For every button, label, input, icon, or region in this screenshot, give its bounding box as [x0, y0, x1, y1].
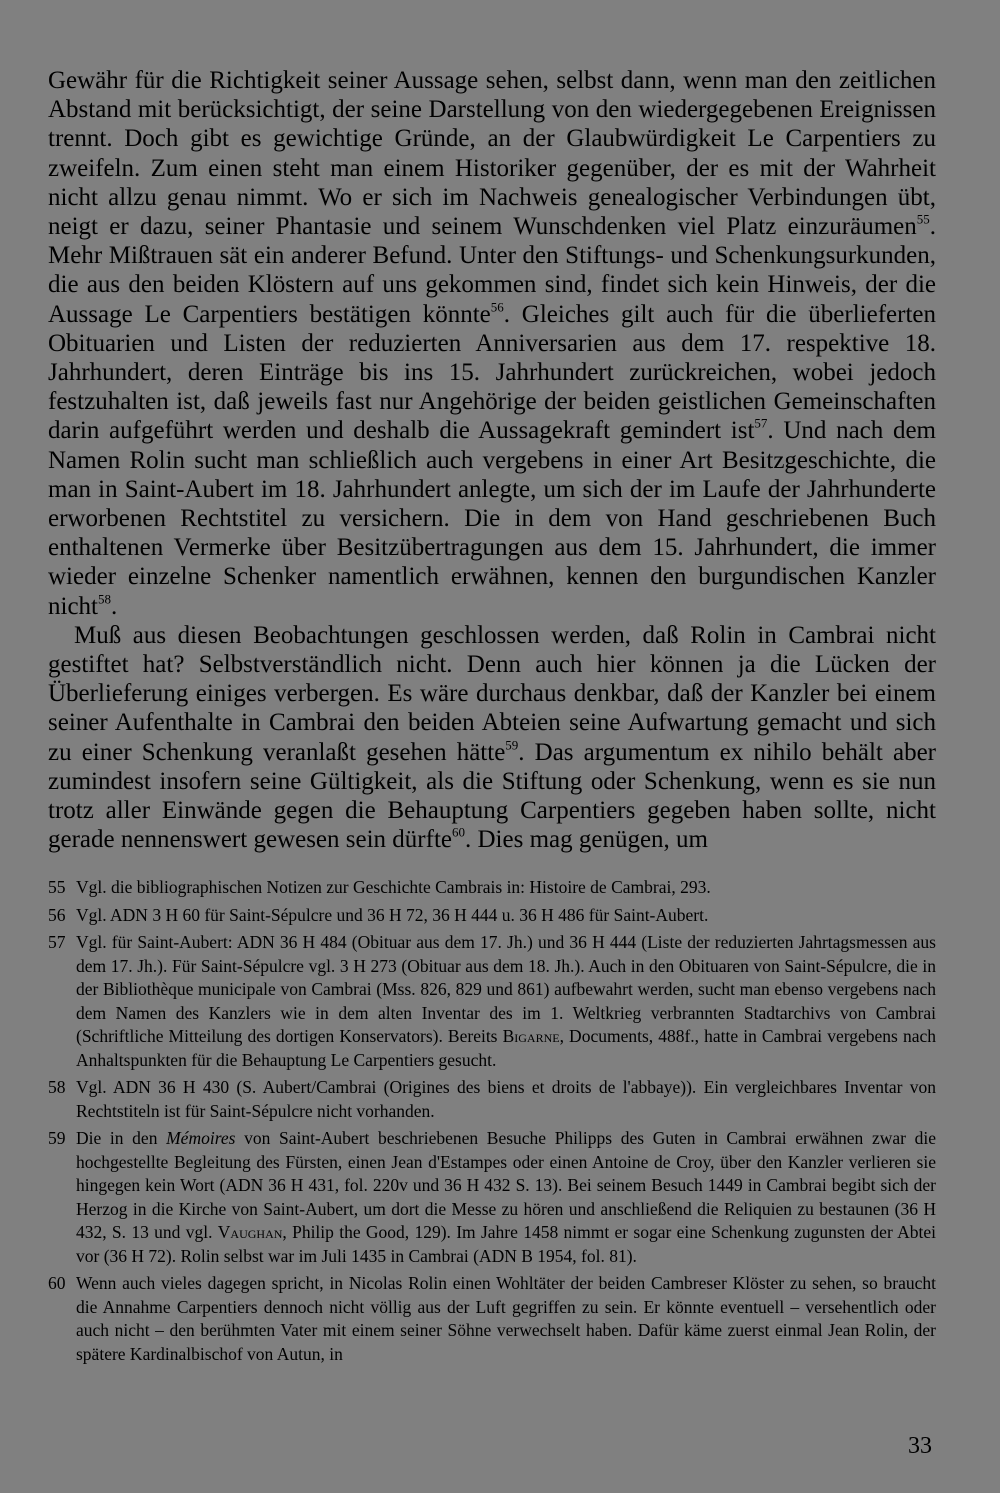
footnote-number: 60 [48, 1273, 66, 1293]
text-segment: . [111, 592, 118, 620]
footnote-text: Vgl. ADN 3 H 60 für Saint-Sépulcre und 36 H 72, 36 H 444 u. 36 H 486 für Saint-Aubert. [76, 904, 709, 925]
paragraph-1 [48, 66, 936, 621]
text-segment: Muß aus diesen Beobachtungen geschlossen werden, daß Rolin in Cambrai nicht gestiftet hat? Selbstverständlich nicht. Denn auch hier können ja die Lücken der Überlieferung einiges verbergen. Es wäre durchaus denkbar, daß der Kanzler bei einem seiner Aufenthalte in Cambrai den beiden Abteien seine Aufwartung gemacht und sich zu einer Schenkung veranlaßt gesehen hätte [48, 621, 936, 766]
footnote-number: 58 [48, 1077, 66, 1097]
footnote-number: 57 [48, 932, 66, 952]
footnote-text: Vgl. die bibliographischen Notizen zur Geschichte Cambrais in: Histoire de Cambrai, 293. [76, 877, 711, 897]
footnote-number: 55 [48, 877, 66, 897]
text-segment: . Dies mag genügen, um [465, 826, 709, 854]
footnote-number: 59 [48, 1128, 66, 1148]
text-segment: , Philip the Good, 129). Im Jahre 1458 nimmt er sogar eine Schenkung zugunsten der Abtei vor (36 H 72). Rolin selbst war im Juli 1435 in Cambrai (ADN B 1954, fol. 81). [76, 1222, 936, 1266]
text-segment: . Mehr Mißtrauen sät ein anderer Befund. Unter den Stiftungs- und Schenkungsurkunden, die aus den beiden Klöstern auf uns gekommen sind, findet sich kein Hinweis, der die Aussage Le Carpentiers bestätigen könnte [48, 213, 936, 328]
text-segment: . Gleiches gilt auch für die überlieferten Obituarien und Listen der reduzierten Anniversarien aus dem 17. respektive 18. Jahrhundert, deren Einträge bis ins 15. Jahrhundert zurückreichen, wobei jedoch festzuhalten ist, daß jeweils fast nur Angehörige der beiden geistlichen Gemeinschaften darin aufgeführt werden und deshalb die Aussagekraft gemindert ist [48, 300, 936, 445]
text-segment: . Das argumentum ex nihilo behält aber zumindest insofern seine Gültigkeit, als die Stiftung oder Schenkung, wenn es sie nun trotz aller Einwände gegen die Behauptung Carpentiers gegeben haben sollte, nicht gerade nennenswert gewesen sein dürfte [48, 738, 936, 854]
footnote-text: Wenn auch vieles dagegen spricht, in Nicolas Rolin einen Wohltäter der beiden Cambreser Klöster zu sehen, so braucht die Annahme Carpentiers dennoch nicht völlig aus der Luft gegriffen zu sein. Er könnte eventuell – versehentlich oder auch nicht – den berühmten Vater mit einem seiner Söhne verwechselt haben. Dafür käme zuerst einmal Jean Rolin, der spätere Kardinalbischof von Autun, in [76, 1273, 936, 1364]
footnote-ref-59[interactable]: 59 [505, 737, 519, 753]
footnote-ref-60[interactable]: 60 [452, 824, 465, 840]
footnote-57 [48, 931, 936, 1072]
footnote-60 [48, 1272, 936, 1366]
author-name: Bigarne [502, 1026, 560, 1046]
page-number: 33 [908, 1433, 932, 1459]
footnote-text [76, 1127, 936, 1268]
footnote-text [76, 931, 936, 1072]
text-segment: Vgl. für Saint-Aubert: ADN 36 H 484 (Obituar aus dem 17. Jh.) und 36 H 444 (Liste der reduzierten Jahrtagsmessen aus dem 17. Jh.). Für Saint-Sépulcre vgl. 3 H 273 (Obituar aus dem 18. Jh.). Auch in den Obituaren von Saint-Sépulcre, die in der Bibliothèque municipale von Cambrai (Mss. 826, 829 und 861) aufbewahrt werden, sucht man ebenso vergebens nach dem Namen des Kanzlers wie in dem alten Inventar des im 1. Weltkrieg verbrannten Stadtarchivs von Cambrai (Schriftliche Mitteilung des dortigen Konservators). Bereits [76, 932, 936, 1046]
italic-title: Mémoires [166, 1128, 236, 1148]
footnote-58 [48, 1076, 936, 1123]
footnote-text: Vgl. ADN 36 H 430 (S. Aubert/Cambrai (Origines des biens et droits de l'abbaye)). Ein vergleichbares Inventar von Rechtstiteln ist für Saint-Sépulcre nicht vorhanden. [76, 1077, 936, 1121]
footnote-56 [48, 904, 936, 928]
paragraph-2 [48, 621, 936, 855]
text-segment: Gewähr für die Richtigkeit seiner Aussage sehen, selbst dann, wenn man den zeitlichen Abstand mit berücksichtigt, der seine Darstellung von den wiedergegebenen Ereignissen trennt. Doch gibt es gewichtige Gründe, an der Glaubwürdigkeit Le Carpentiers zu zweifeln. Zum einen steht man einem Historiker gegenüber, der es mit der Wahrheit nicht allzu genau nimmt. Wo er sich im Nachweis genealogischer Verbindungen übt, neigt er dazu, seiner Phantasie und seinem Wunschdenken viel Platz einzuräumen [48, 67, 936, 241]
author-name: Vaughan [217, 1222, 283, 1242]
text-segment: von Saint-Aubert beschriebenen Besuche Philipps des Guten in Cambrai erwähnen zwar die hochgestellte Begleitung des Fürsten, einen Jean d'Estampes oder einen Antoine de Croy, über den Kanzler verlieren sie hingegen kein Wort (ADN 36 H 431, fol. 220v und 36 H 432 S. 13). Bei seinem Besuch 1449 in Cambrai begibt sich der Herzog in die Kirche von Saint-Aubert, um dort die Messe zu hören und anschließend die Reliquien zu bestaunen (36 H 432, S. 13 und vgl. [76, 1128, 936, 1242]
footnote-55 [48, 876, 936, 900]
footnote-ref-56[interactable]: 56 [490, 299, 504, 315]
footnote-number: 56 [48, 904, 66, 925]
text-segment: . Und nach dem Namen Rolin sucht man schließlich auch vergebens in einer Art Besitzgeschichte, die man in Saint-Aubert im 18. Jahrhundert anlegte, um sich der im Laufe der Jahrhunderte erworbenen Rechtstitel zu versichern. Die in dem von Hand geschriebenen Buch enthaltenen Vermerke über Besitzübertragungen aus dem 15. Jahrhundert, die immer wieder einzelne Schenker namentlich erwähnen, kennen den burgundischen Kanzler nicht [48, 417, 936, 620]
footnote-ref-58[interactable]: 58 [98, 591, 111, 607]
footnotes [48, 876, 936, 1370]
text-segment: , Documents, 488f., hatte in Cambrai vergebens nach Anhaltspunkten für die Behauptung Le Carpentiers gesucht. [76, 1026, 936, 1070]
footnote-59 [48, 1127, 936, 1268]
footnote-ref-57[interactable]: 57 [754, 416, 768, 432]
main-text [48, 66, 936, 854]
footnote-ref-55[interactable]: 55 [916, 211, 930, 227]
text-segment: Die in den [76, 1128, 167, 1148]
